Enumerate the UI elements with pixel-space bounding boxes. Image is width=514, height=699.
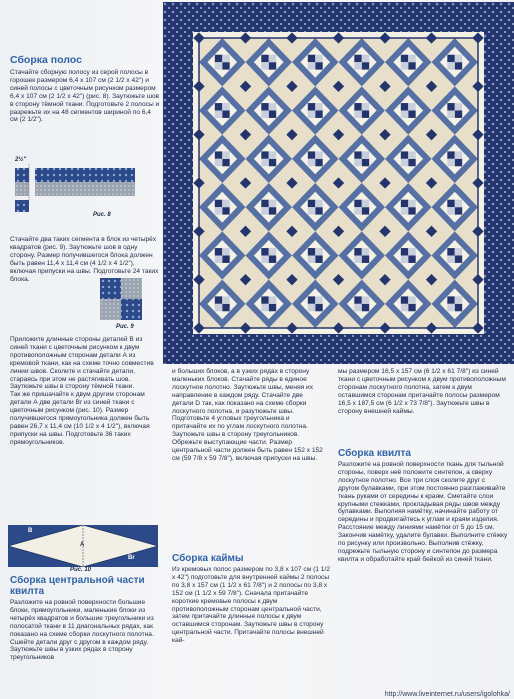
piece-b-label: B [28, 528, 33, 534]
figure-caption: Рис. 10 [70, 567, 92, 573]
section-heading: Сборка каймы [172, 553, 244, 564]
figure-caption: Рис. 9 [116, 324, 134, 330]
section-body: Разложите на ровной поверхности ткань для тыльной стороны, поверх неё положите синтепон, а сверху лоскутное полотно. Все три слоя сколите друг с другом булавками, при этом постоянно разглаживайте ткань руками от середины к краям. Сметайте слои крупными стежками, прокладывая ряды швов между булавками. Выполняя намётку, начинайте работу от середины и продвигайтесь к углам и краям изделия. Расстояние между линиями намётки от 5 до 15 см. Закончив намётку, удалите булавки. Выполните стёжку по рисунку или произвольно. Выполнив стёжку, подрежьте тыльную сторону и синтепон до размера квилта и обработайте край бейкой из синей ткани. [338, 461, 508, 563]
watermark-url: http://www.liveinternet.ru/users/igolohka/ [384, 691, 510, 698]
section-strip-assembly [10, 54, 160, 164]
figure-caption: Рис. 8 [93, 212, 111, 218]
section-center-assembly [10, 576, 162, 698]
paragraph: Стачайте два таких сегмента в блок из четырёх квадратов (рис. 9). Заутюжьте шов в одну сторону. Размер получившегося блока должен быть равен 11,4 х 11,4 см (4 1/2 х 4 1/2"), включая припуски на швы. Подготовьте 24 таких блока. [10, 236, 159, 283]
paragraph: Так же пришачайте к двум другим сторонам детали А две детали Вr из синей ткани с цветочным рисунком (рис. 10). Размер получившегося прямоугольника должен быть равен 26,7 х 11,4 см (10 1/2 х 4 1/2"), включая припуски на швы. Подготовьте 36 таких прямоугольников. [10, 391, 150, 446]
paragraph: мы размером 16,5 х 157 см (6 1/2 х 61 7/8") из синей ткани с цветочным рисунком к двум противоположным сторонам лоскутного полотна, затем к двум оставшимся сторонам притачайте полосы размером 16,5 х 187,5 см (6 1/2 х 73 7/8"). Заутюжьте швы в сторону внешней каймы. [338, 368, 506, 415]
section-quilt-assembly [338, 448, 508, 686]
section-heading: Сборка квилта [338, 448, 411, 459]
paragraph: и больших блоков, а в узких рядах в сторону маленьких блоков. Стачайте ряды в единое лоскутное полотно. Заутюжьте швы, меняя их направление в каждом ряду. Стачайте две детали D так, как показано на схеме сборки лоскутного полотна, и разутюжьте швы. Подготовьте 4 угловых треугольника и притачайте их по углам лоскутного полотна. Заутюжьте швы в сторону треугольников. Обрежьте выступающие части. Размер центральной части должен быть равен 152 х 152 см (59 7/8 х 59 7/8"), включая припуски на швы. [172, 368, 323, 462]
paragraph: Приложите длинные стороны деталей В из синей ткани с цветочным рисунком к двум противоположным сторонам детали А из кремовой ткани, как на схеме точно совместив линии швов. Сколите и стачайте детали, стараясь при этом не растягивать шов. Заутюжьте швы в сторону тёмной ткани. [10, 336, 154, 391]
piece-br-label: Br [128, 555, 135, 561]
section-border-assembly [172, 553, 330, 698]
section-heading: Сборка центральной части квилта [10, 576, 145, 597]
dimension-label: 2½" [15, 157, 27, 163]
figure-8 [15, 157, 135, 222]
figure-9 [100, 278, 152, 340]
border-assembly-continued [338, 368, 508, 458]
quilt-photo [163, 2, 514, 364]
figure-10 [8, 525, 158, 575]
four-patch-diagram [100, 278, 142, 320]
section-body: Разложите на ровной поверхности большие блоки, прямоугольники, маленькие блоки из четырёх квадратов и большие треугольники из полосатой ткани в 11 диагональных рядах, как показано на схеме сборки лоскутного полотна. Сшейте детали друг с другом в каждом ряду. Заутюжьте швы в узких рядах в сторону треугольников [10, 599, 154, 662]
piece-a-label: A [80, 542, 85, 548]
piecing-instructions [10, 336, 160, 526]
center-assembly-continued [172, 368, 324, 563]
section-body: Стачайте сборную полосу из серой полосы в горошек размером 6,4 х 107 см (2 1/2 х 42") и синей полосы с цветочным рисунком размером 6,4 х 107 см (2 1/2 х 42") (рис. 8). Заутюжьте шов в сторону тёмной ткани. Подготовьте 2 полосы и разрежьте их на 48 сегментов шириной по 6,4 см (2 1/2"). [10, 69, 160, 124]
section-body: Из кремовых полос размером по 3,8 х 107 см (1 1/2 х 42") подготовьте для внутренней каймы 2 полосы по 3,8 х 157 см (1 1/2 х 61 7/8") и 2 полосы по 3,8 х 152 см (1 1/2 х 59 7/8"). Сначала притачайте короткие кремовые полосы к двум противоположным сторонам центральной части, затем притачайте длинные полосы к двум оставшимся сторонам. Заутюжьте швы в сторону центральной части. Притачайте полосы внешней кай- [172, 566, 330, 645]
section-heading: Сборка полос [10, 54, 82, 66]
strip-set-diagram [15, 160, 135, 212]
